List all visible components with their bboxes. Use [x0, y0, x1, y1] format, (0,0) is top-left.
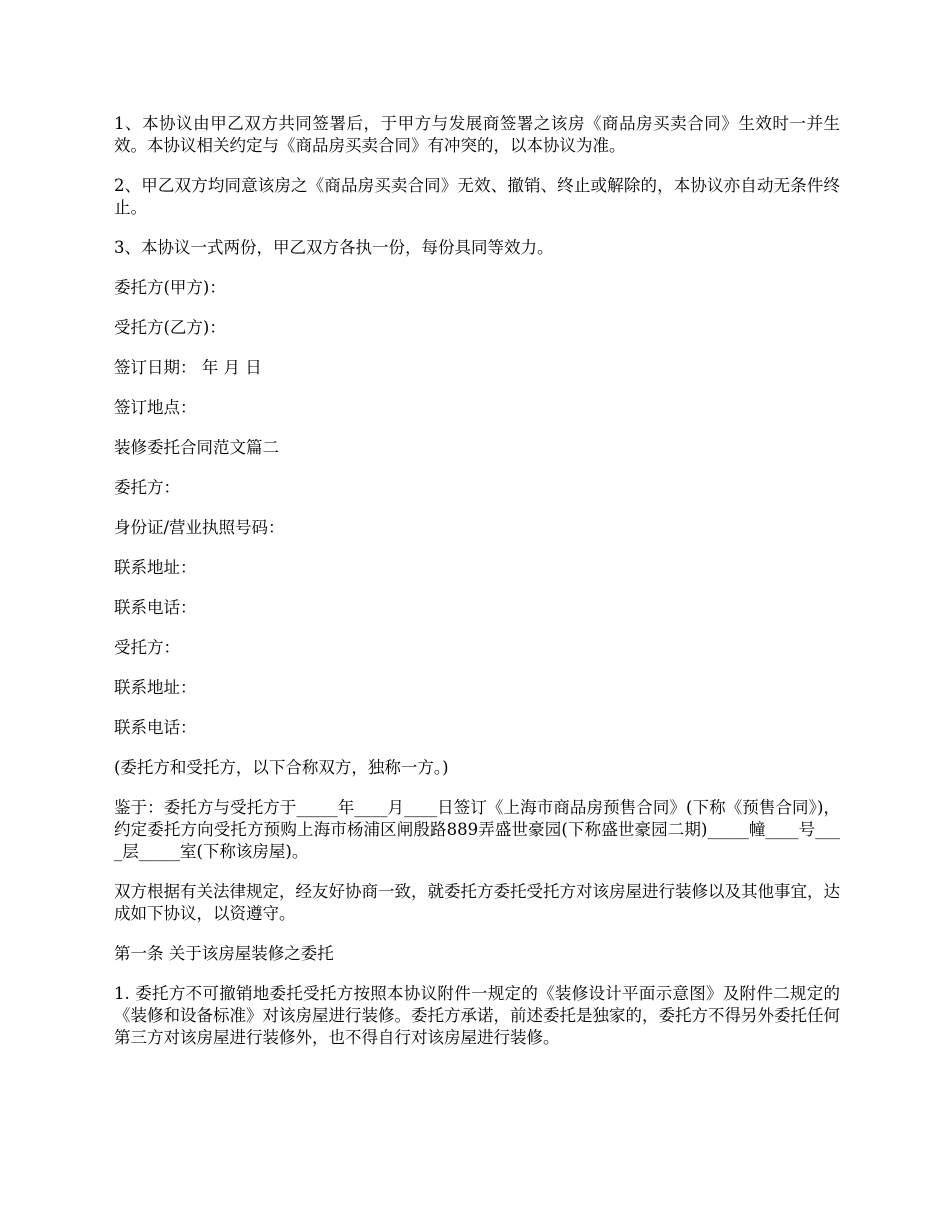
id-number-line: 身份证/营业执照号码：: [114, 518, 285, 537]
agent-line: 受托方：: [114, 638, 180, 657]
agreement-intro: 双方根据有关法律规定，经友好协商一致，就委托方委托受托方对该房屋进行装修以及其他事宜，达成如下协议，以资遵守。: [114, 882, 840, 923]
parties-definition: (委托方和受托方，以下合称双方，独称一方。): [114, 758, 449, 777]
party-b-signature-line: 受托方(乙方)：: [114, 318, 226, 337]
client-phone-line: 联系电话：: [114, 598, 197, 617]
article-one-clause-1: 1. 委托方不可撤销地委托受托方按照本协议附件一规定的《装修设计平面示意图》及附件二规定的《装修和设备标准》对该房屋进行装修。委托方承诺，前述委托是独家的，委托方不得另外委托任何第三方对该房屋进行装修外，也不得自行对该房屋进行装修。: [114, 984, 840, 1047]
agent-phone-line: 联系电话：: [114, 718, 197, 737]
signing-place-line: 签订地点：: [114, 398, 197, 417]
document-body: [114, 113, 840, 1067]
article-one-heading: 第一条 关于该房屋装修之委托: [114, 944, 334, 963]
clause-termination: 2、甲乙双方均同意该房之《商品房买卖合同》无效、撤销、终止或解除的，本协议亦自动无条件终止。: [114, 176, 840, 217]
agent-address-line: 联系地址：: [114, 678, 197, 697]
clause-effective-date: 1、本协议由甲乙双方共同签署后，于甲方与发展商签署之该房《商品房买卖合同》生效时一并生效。本协议相关约定与《商品房买卖合同》有冲突的，以本协议为准。: [114, 114, 840, 155]
party-a-signature-line: 委托方(甲方)：: [114, 278, 226, 297]
recitals: 鉴于：委托方与受托方于_____年____月____日签订《上海市商品房预售合同》(下称《预售合同》)，约定委托方向受托方预购上海市杨浦区闸殷路889弄盛世豪园(下称盛世豪园二期)_____幢____号____层_____室(下称该房屋)。: [114, 798, 840, 861]
client-line: 委托方：: [114, 478, 180, 497]
clause-copies: 3、本协议一式两份，甲乙双方各执一份，每份具同等效力。: [114, 238, 554, 257]
signing-date-line: 签订日期： 年 月 日: [114, 358, 262, 377]
section-title: 装修委托合同范文篇二: [114, 438, 279, 457]
client-address-line: 联系地址：: [114, 558, 197, 577]
